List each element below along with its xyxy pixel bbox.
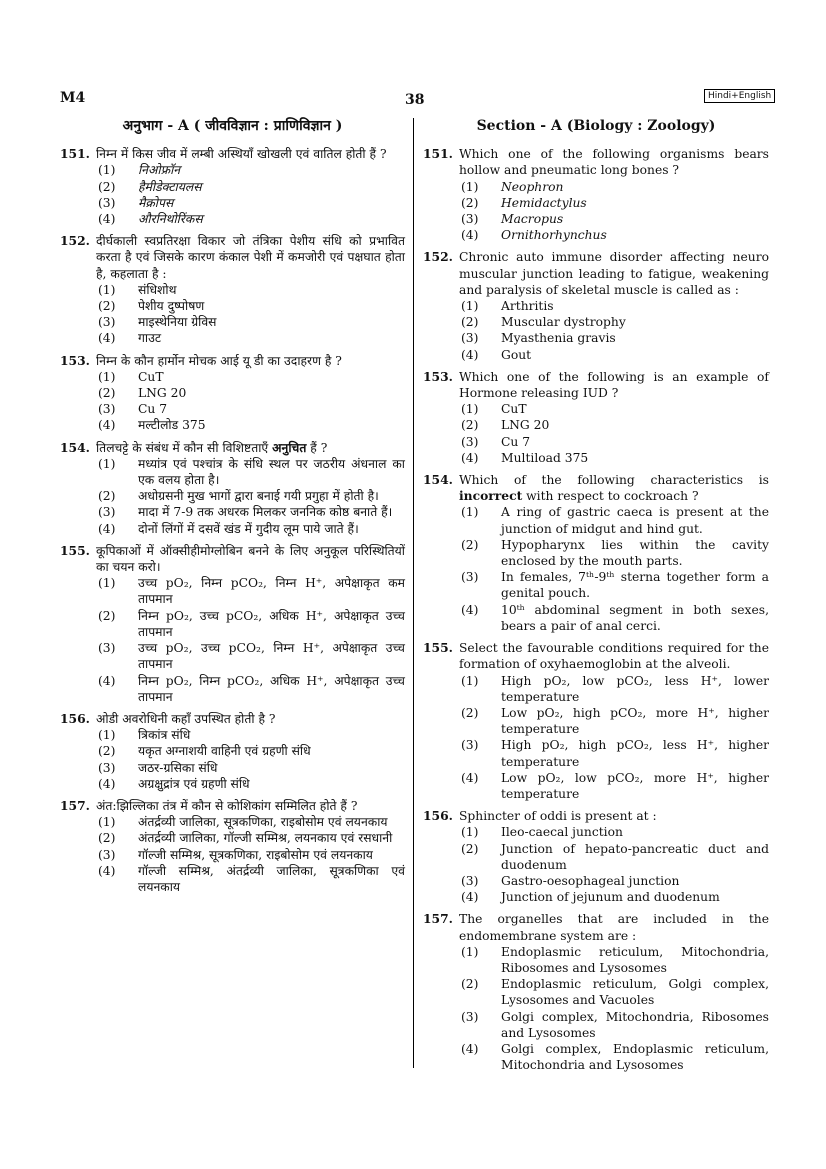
option — [96, 314, 405, 330]
option — [459, 770, 769, 802]
question-155 — [60, 543, 405, 705]
english-column — [423, 118, 769, 1079]
question-153 — [423, 369, 769, 466]
option-number: (4) — [461, 770, 479, 785]
option — [459, 434, 769, 450]
option-number: (4) — [98, 212, 116, 227]
option-text: In females, 7ᵗʰ-9ᵗʰ sterna together form a genital pouch. — [501, 570, 769, 601]
option — [96, 330, 405, 346]
option-text: निओफ्रॉन — [138, 163, 181, 178]
option — [96, 847, 405, 863]
option-text: अग्रक्षुद्रांत्र एवं ग्रहणी संधि — [138, 776, 250, 791]
option-number: (3) — [98, 847, 116, 862]
option-text: High pO₂, low pCO₂, less H⁺, lower temperature — [501, 673, 769, 704]
question-number: 152. — [60, 233, 90, 249]
option-text: Multiload 375 — [501, 450, 589, 465]
option-text: उच्च pO₂, निम्न pCO₂, निम्न H⁺, अपेक्षाकृत कम तापमान — [138, 576, 405, 607]
question-text-content: Which one of the following is an example of Hormone releasing IUD ? — [459, 369, 769, 401]
option-text: Myasthenia gravis — [501, 331, 616, 346]
option-number: (4) — [461, 602, 479, 617]
option-text: Cu 7 — [501, 434, 531, 449]
question-text-content: Sphincter of oddi is present at : — [459, 809, 657, 824]
option — [459, 873, 769, 889]
option-text: हैमीडेक्टायलस — [138, 179, 202, 194]
option-text: जठर-ग्रसिका संधि — [138, 760, 218, 775]
option-text: Ornithorhynchus — [501, 228, 607, 243]
option — [96, 760, 405, 776]
question-text-content: निम्न के कौन हार्मोन मोचक आई यू डी का उदाहरण है ? — [96, 353, 342, 368]
option — [459, 179, 769, 195]
option — [459, 537, 769, 569]
option-text: Endoplasmic reticulum, Golgi complex, Lysosomes and Vacuoles — [501, 977, 769, 1008]
question-157 — [423, 911, 769, 1073]
question-157 — [60, 798, 405, 895]
question-number: 154. — [423, 472, 453, 488]
question-text — [96, 798, 405, 814]
option — [96, 504, 405, 520]
question-text-pre: तिलचट्टे के संबंध में कौन सी विशिष्टताएँ — [96, 440, 273, 455]
option — [459, 944, 769, 976]
option — [96, 401, 405, 417]
question-153 — [60, 353, 405, 434]
option — [459, 401, 769, 417]
question-155 — [423, 640, 769, 802]
option — [459, 673, 769, 705]
question-156 — [60, 711, 405, 792]
question-number: 155. — [60, 542, 90, 558]
question-text-post: with respect to cockroach ? — [522, 489, 699, 504]
option-number: (3) — [461, 570, 479, 585]
option — [459, 450, 769, 466]
option-number: (2) — [461, 705, 479, 720]
question-text — [459, 249, 769, 298]
question-text-pre: Which of the following characteristics is — [459, 473, 769, 488]
option — [96, 727, 405, 743]
option-number: (1) — [461, 673, 479, 688]
option — [459, 211, 769, 227]
question-text — [96, 543, 405, 575]
question-151 — [423, 146, 769, 243]
option-number: (4) — [98, 863, 116, 878]
language-badge: Hindi+English — [704, 89, 775, 103]
option — [459, 298, 769, 314]
option-text: Ileo-caecal junction — [501, 825, 623, 840]
option-number: (1) — [461, 944, 479, 959]
option — [96, 776, 405, 792]
option — [459, 1041, 769, 1073]
question-number: 156. — [60, 710, 90, 726]
option-number: (4) — [98, 521, 116, 536]
option-number: (2) — [461, 195, 479, 210]
option-number: (1) — [98, 282, 116, 297]
question-number: 153. — [60, 352, 90, 368]
option — [459, 841, 769, 873]
option — [459, 1009, 769, 1041]
option-number: (2) — [461, 537, 479, 552]
page-number: 38 — [405, 92, 425, 108]
question-number: 152. — [423, 249, 453, 265]
option-number: (1) — [461, 825, 479, 840]
option-text: मल्टीलोड 375 — [138, 418, 206, 433]
option-number: (1) — [461, 402, 479, 417]
option — [96, 575, 405, 607]
option-text: Junction of jejunum and duodenum — [501, 890, 720, 905]
option — [459, 824, 769, 840]
question-number: 157. — [60, 797, 90, 813]
option-text: गॉल्जी सम्मिश्र, सूत्रकणिका, राइबोसोम एवं लयनकाय — [138, 847, 373, 862]
option-number: (3) — [461, 331, 479, 346]
option — [96, 211, 405, 227]
option-number: (3) — [98, 315, 116, 330]
option — [459, 347, 769, 363]
option-number: (4) — [461, 890, 479, 905]
question-number: 151. — [423, 146, 453, 162]
option-number: (1) — [461, 505, 479, 520]
question-text — [96, 146, 405, 162]
option-text: High pO₂, high pCO₂, less H⁺, higher temperature — [501, 738, 769, 769]
option-number: (1) — [461, 179, 479, 194]
column-divider — [413, 118, 414, 1068]
option — [96, 521, 405, 537]
option — [96, 369, 405, 385]
option-number: (3) — [461, 212, 479, 227]
option-text: Arthritis — [501, 299, 554, 314]
option — [459, 737, 769, 769]
option — [96, 743, 405, 759]
option-text: अधोग्रसनी मुख भागों द्वारा बनाई गयी प्रगुहा में होती है। — [138, 489, 379, 504]
option — [459, 227, 769, 243]
question-152 — [60, 233, 405, 346]
option-number: (1) — [98, 456, 116, 471]
option — [96, 640, 405, 672]
option-number: (1) — [98, 369, 116, 384]
option-number: (3) — [461, 738, 479, 753]
option-text: औरनिथोरिंकस — [138, 212, 203, 227]
option-number: (4) — [461, 1041, 479, 1056]
option — [96, 417, 405, 433]
option-text: निम्न pO₂, उच्च pCO₂, अधिक H⁺, अपेक्षाकृत उच्च तापमान — [138, 608, 405, 639]
option — [96, 488, 405, 504]
option-number: (2) — [98, 179, 116, 194]
option-text: मैक्रोपस — [138, 195, 174, 210]
option — [459, 705, 769, 737]
option-text: अंतर्द्रव्यी जालिका, सूत्रकणिका, राइबोसोम एवं लयनकाय — [138, 815, 388, 830]
option-text: Muscular dystrophy — [501, 315, 626, 330]
option-number: (4) — [461, 347, 479, 362]
option — [459, 976, 769, 1008]
question-text-content: Chronic auto immune disorder affecting neuro muscular junction leading to fatigue, weakening and paralysis of skeletal muscle is called as : — [459, 250, 769, 297]
question-text-emphasis: incorrect — [459, 488, 523, 504]
question-number: 155. — [423, 640, 453, 656]
option-text: गाउट — [138, 331, 162, 346]
question-text — [459, 369, 769, 401]
question-text-emphasis: अनुचित — [272, 439, 307, 455]
question-text-content: निम्न में किस जीव में लम्बी अस्थियाँ खोखली एवं वातिल होती हैं ? — [96, 147, 387, 162]
option-text: LNG 20 — [138, 386, 187, 401]
option-number: (4) — [461, 228, 479, 243]
option-text: पेशीय दुष्पोषण — [138, 299, 205, 314]
option-number: (2) — [98, 299, 116, 314]
option-text: Endoplasmic reticulum, Mitochondria, Ribosomes and Lysosomes — [501, 944, 769, 975]
option-text: अंतर्द्रव्यी जालिका, गॉल्जी सम्मिश्र, लयनकाय एवं रसधानी — [138, 831, 393, 846]
option — [459, 314, 769, 330]
option-number: (2) — [461, 841, 479, 856]
option-text: LNG 20 — [501, 418, 550, 433]
option-number: (2) — [98, 489, 116, 504]
option-number: (3) — [98, 402, 116, 417]
option-number: (2) — [461, 315, 479, 330]
question-number: 156. — [423, 808, 453, 824]
section-title-english: Section - A (Biology : Zoology) — [476, 118, 716, 134]
option-number: (3) — [461, 1009, 479, 1024]
question-text — [96, 711, 405, 727]
option-number: (4) — [98, 776, 116, 791]
question-text — [96, 440, 405, 456]
option-text: दोनों लिंगों में दसवें खंड में गुदीय लूम पाये जाते हैं। — [138, 521, 359, 536]
option-text: Low pO₂, high pCO₂, more H⁺, higher temperature — [501, 705, 769, 737]
question-156 — [423, 808, 769, 905]
question-154 — [423, 472, 769, 634]
option — [96, 673, 405, 705]
option — [96, 179, 405, 195]
option — [459, 889, 769, 905]
option-number: (3) — [98, 195, 116, 210]
option — [96, 298, 405, 314]
question-number: 154. — [60, 439, 90, 455]
option-text: माइस्थेनिया ग्रेविस — [138, 315, 217, 330]
option-text: 10ᵗʰ abdominal segment in both sexes, bears a pair of anal cerci. — [501, 602, 769, 633]
option — [459, 569, 769, 601]
option-text: त्रिकांत्र संधि — [138, 728, 191, 743]
option-text: Golgi complex, Mitochondria, Ribosomes and Lysosomes — [501, 1009, 769, 1040]
question-number: 157. — [423, 911, 453, 927]
option-text: Golgi complex, Endoplasmic reticulum, Mitochondria and Lysosomes — [501, 1041, 769, 1073]
question-text-content: कूपिकाओं में ऑक्सीहीमोग्लोबिन बनने के लिए अनुकूल परिस्थितियों का चयन करो। — [96, 543, 405, 575]
question-text-post: हैं ? — [306, 440, 328, 455]
option — [96, 863, 405, 895]
option-text: मादा में 7-9 तक अधरक मिलकर जननिक कोष्ठ बनाते हैं। — [138, 505, 393, 520]
option — [96, 162, 405, 178]
option-text: यकृत अग्नाशयी वाहिनी एवं ग्रहणी संधि — [138, 744, 311, 759]
question-text — [459, 146, 769, 178]
option-text: A ring of gastric caeca is present at the junction of midgut and hind gut. — [501, 505, 769, 536]
question-text-content: अंत:झिल्लिका तंत्र में कौन से कोशिकांग सम्मिलित होते हैं ? — [96, 798, 358, 813]
question-text — [459, 808, 769, 824]
option-number: (2) — [98, 608, 116, 623]
option-number: (3) — [98, 505, 116, 520]
paper-code: M4 — [60, 90, 86, 106]
option-number: (2) — [98, 831, 116, 846]
section-title-hindi: अनुभाग - A ( जीवविज्ञान : प्राणिविज्ञान ) — [122, 118, 343, 134]
option-number: (4) — [98, 673, 116, 688]
option-number: (1) — [461, 299, 479, 314]
option-number: (1) — [98, 163, 116, 178]
option — [459, 417, 769, 433]
option-number: (4) — [461, 450, 479, 465]
option-number: (4) — [98, 331, 116, 346]
option-text: Neophron — [501, 179, 564, 194]
question-number: 151. — [60, 146, 90, 162]
option — [96, 814, 405, 830]
option-text: Macropus — [501, 212, 564, 227]
option-number: (1) — [98, 815, 116, 830]
option — [459, 602, 769, 634]
option — [459, 330, 769, 346]
option-number: (2) — [461, 418, 479, 433]
option — [96, 385, 405, 401]
option — [96, 608, 405, 640]
question-151 — [60, 146, 405, 227]
option — [459, 195, 769, 211]
option-number: (3) — [98, 641, 116, 656]
question-number: 153. — [423, 368, 453, 384]
option-text: Cu 7 — [138, 402, 168, 417]
option-number: (4) — [98, 418, 116, 433]
option-text: Hemidactylus — [501, 195, 587, 210]
option — [96, 456, 405, 488]
option-number: (3) — [461, 873, 479, 888]
option-text: CuT — [138, 369, 164, 384]
option-text: निम्न pO₂, निम्न pCO₂, अधिक H⁺, अपेक्षाकृत उच्च तापमान — [138, 673, 405, 704]
option — [459, 504, 769, 536]
question-text-content: Which one of the following organisms bears hollow and pneumatic long bones ? — [459, 147, 769, 178]
option-text: मध्यांत्र एवं पश्चांत्र के संधि स्थल पर जठरीय अंधनाल का एक वलय होता है। — [138, 456, 405, 488]
question-text — [459, 640, 769, 672]
option-number: (3) — [98, 760, 116, 775]
option — [96, 282, 405, 298]
option-text: संधिशोथ — [138, 282, 177, 297]
option-number: (3) — [461, 434, 479, 449]
option-text: CuT — [501, 402, 527, 417]
option-number: (2) — [461, 977, 479, 992]
question-text-content: Select the favourable conditions required for the formation of oxyhaemoglobin at the alveoli. — [459, 641, 769, 672]
question-text — [459, 472, 769, 504]
option-text: Gout — [501, 347, 532, 362]
option-number: (2) — [98, 744, 116, 759]
option-number: (1) — [98, 728, 116, 743]
option-text: Junction of hepato-pancreatic duct and duodenum — [501, 841, 769, 872]
option-text: Low pO₂, low pCO₂, more H⁺, higher temperature — [501, 770, 769, 801]
question-text — [96, 233, 405, 282]
question-text — [459, 911, 769, 943]
question-text-content: दीर्घकाली स्वप्रतिरक्षा विकार जो तंत्रिका पेशीय संधि को प्रभावित करता है एवं जिसके कारण कंकाल पेशी में कमजोरी एवं पक्षघात होता है, कहलाता है : — [96, 234, 405, 281]
option-number: (1) — [98, 576, 116, 591]
option-text: Gastro-oesophageal junction — [501, 873, 680, 888]
question-text-content: ओडी अवरोधिनी कहाँ उपस्थित होती है ? — [96, 711, 276, 726]
question-152 — [423, 249, 769, 362]
option — [96, 830, 405, 846]
question-text — [96, 353, 405, 369]
question-text-content: The organelles that are included in the endomembrane system are : — [459, 912, 769, 943]
question-154 — [60, 440, 405, 537]
option — [96, 195, 405, 211]
option-text: Hypopharynx lies within the cavity enclosed by the mouth parts. — [501, 537, 769, 569]
option-number: (2) — [98, 386, 116, 401]
hindi-column — [60, 118, 405, 901]
option-text: उच्च pO₂, उच्च pCO₂, निम्न H⁺, अपेक्षाकृत उच्च तापमान — [138, 641, 405, 672]
option-text: गॉल्जी सम्मिश्र, अंतर्द्रव्यी जालिका, सूत्रकणिका एवं लयनकाय — [138, 863, 405, 894]
